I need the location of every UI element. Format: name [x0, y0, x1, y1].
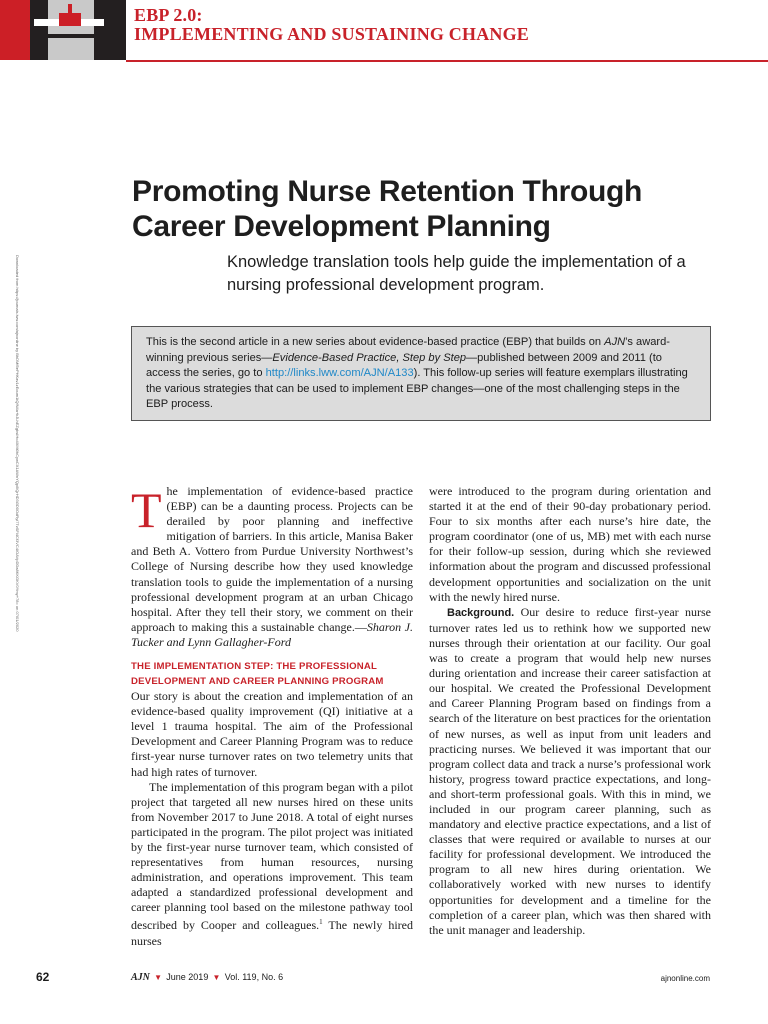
- editor-intro: The implementation of evidence-based practice (EBP) can be a daunting process. Projects can be derailed by poor planning and ineffective mitigation of barriers. In this article, Manisa Baker and Beth A. Vottero from Purdue University Northwest’s College of Nursing describe how they used knowledge translation tools to guide the implementation of a nursing professional development program at an urban Chicago hospital. After they tell their story, we comment on their approach to making this a sustainable change.—Sharon J. Tucker and Lynn Gallagher-Ford: [131, 482, 413, 649]
- download-note: Downloaded from https://journals.lww.com/ajnonline by BhDMf5ePHKav1zEoum1tQfN4a+kJLhEZgbsIHo4XMi0hCywCX1AWnYQp/IlQrHD3i3D0OdRyi7TvSFl4Cf3VC4/OAVpDDa8KKGKV0Ymy+78= on 07/01/2020: [15, 255, 20, 632]
- series-title: [134, 6, 529, 44]
- reference-marker: 1: [319, 918, 323, 927]
- triangle-separator-icon: ▼: [151, 973, 165, 982]
- triangle-separator-icon: ▼: [210, 973, 223, 982]
- series-title-line1: EBP 2.0:: [134, 5, 203, 25]
- volume-issue: Vol. 119, No. 6: [224, 972, 284, 982]
- left-column: [131, 484, 413, 949]
- body-paragraph: The implementation of this program began with a pilot project that targeted all new nurses hired on these units from November 2017 to June 2018. A total of eight nurses participated in the program. The pilot project was initiated by the first-year nurse turnover team, which consisted of representatives from human resources, nursing administration, and operations improvement. This team adapted a standardized professional development and career planning tool based on the milestone pathway tool described by Cooper and colleagues.$^1$ The newly hired nurses: [131, 779, 414, 948]
- background-heading: Background.: [447, 606, 515, 619]
- series-title-line2: IMPLEMENTING AND SUSTAINING CHANGE: [134, 24, 530, 44]
- journal-name: AJN: [604, 336, 626, 348]
- journal-footer: [131, 972, 283, 983]
- body-paragraph: were introduced to the program during orientation and started it at the end of their 90-day probationary period. Four to six months after each nurse’s hire date, the program coordinator (one of us, MB) met with each nurse for their follow-up session, during which she reviewed information about the program and discussed professional development opportunities and socialization on the unit with the newly hired nurse.: [429, 484, 711, 604]
- article-title: Promoting Nurse Retention Through Career Development Planning: [132, 175, 643, 243]
- issue-date: June 2019: [166, 972, 209, 982]
- header-rule: [126, 60, 768, 62]
- journal-brand: AJN: [131, 972, 150, 983]
- drop-cap: T: [131, 482, 162, 538]
- body-paragraph: Background. Our desire to reduce first-year nurse turnover rates led us to rethink how we supported new nurses through their orientation at our facility. Our goal was to create a program that would help new nurses during orientation and increase their career satisfaction at our hospital. We created the Professional Development and Career Planning Program based on findings from a search of the literature on best practices for the orientation of new nurses, as well as input from unit leaders and practicing nurses. We believed it was important that our program collect data and track a nurse’s professional work history, progress toward practice expectations, and long- and short-term professional goals. With this in mind, we included in our program career planning, such as mandatory and elective practice expectations, and a list of classes that were required or available to nurses at our facility for professional development. We introduced the program to all new hires during orientation. We collaboratively worked with new nurses to identify opportunities for development and a timeline for the completion of a career plan, which was then shared with the unit manager and leadership.: [429, 604, 711, 937]
- body-paragraph: Our story is about the creation and implementation of an evidence-based quality improvement (QI) initiative at a level 1 trauma hospital. The aim of the Professional Development and Career Planning Program was to reduce first-year nurse turnover rates on two telemetry units that had high rates of turnover.: [131, 689, 413, 779]
- journal-website: ajnonline.com: [660, 974, 710, 983]
- right-column: [429, 484, 711, 938]
- section-heading: THE IMPLEMENTATION STEP: THE PROFESSIONAL DEVELOPMENT AND CAREER PLANNING PROGRAM: [131, 661, 384, 688]
- article-subtitle: Knowledge translation tools help guide the implementation of a nursing professional development program.: [227, 253, 686, 294]
- previous-series-name: Evidence-Based Practice, Step by Step: [272, 351, 467, 364]
- series-logo: [0, 0, 126, 60]
- series-link[interactable]: http://links.lww.com/AJN/A133: [265, 367, 414, 380]
- series-intro-box: This is the second article in a new series about evidence-based practice (EBP) that builds on AJN’s award-winning previous series—Evidence-Based Practice, Step by Step—published between 2009 and 2011 (to access the series, go to http://links.lww.com/AJN/A133). This follow-up series will feature exemplars illustrating the various strategies that can be used to implement EBP changes—one of the most challenging steps in the EBP process.: [131, 326, 711, 421]
- page-number: 62: [36, 970, 50, 984]
- editor-names: Sharon J. Tucker and Lynn Gallagher-Ford: [131, 619, 413, 649]
